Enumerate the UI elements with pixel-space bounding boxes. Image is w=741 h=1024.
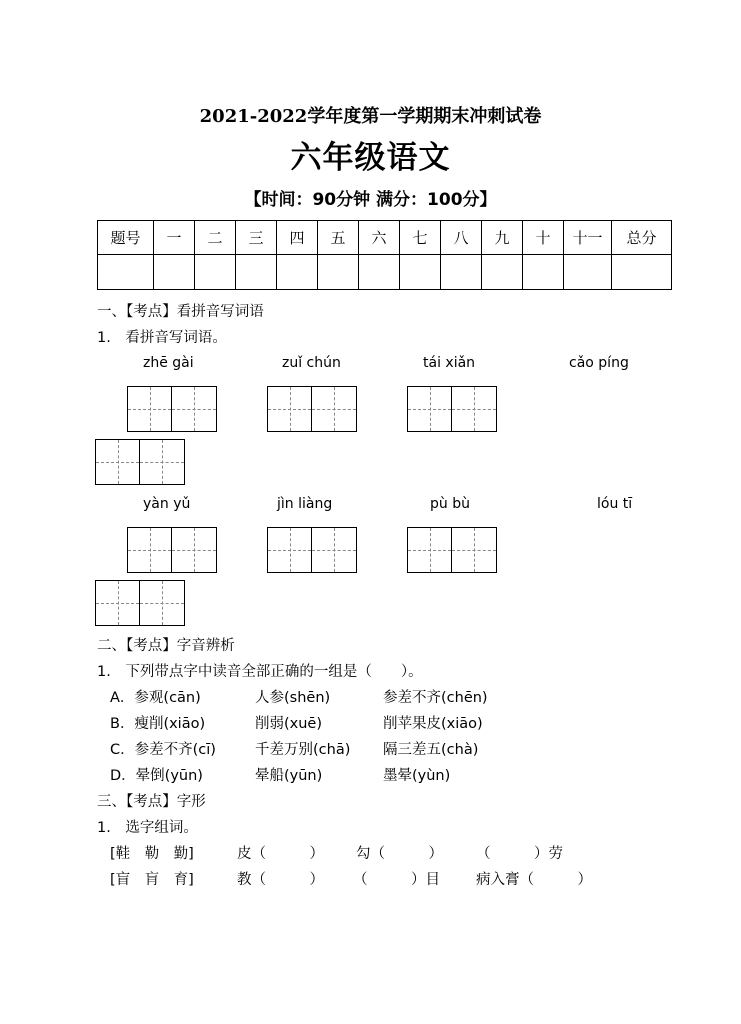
tianzige-cell[interactable] (268, 528, 312, 572)
tianzige-cell[interactable] (128, 387, 172, 431)
score-cell[interactable] (195, 255, 236, 290)
tianzige-cell[interactable] (140, 440, 184, 484)
score-header-cell: 五 (318, 221, 359, 255)
option-d-word2: 晕船(yūn) (255, 768, 323, 784)
tianzige-box[interactable] (95, 580, 185, 626)
tianzige-box[interactable] (407, 527, 497, 573)
tianzige-cell[interactable] (128, 528, 172, 572)
time-score-info: 【时间：90分钟 满分：100分】 (244, 190, 497, 210)
pinyin-label: cǎo píng (569, 355, 629, 371)
char-choices-2: [盲 肓 育] (110, 872, 194, 888)
tianzige-box[interactable] (267, 386, 357, 432)
tianzige-cell[interactable] (408, 528, 452, 572)
option-b-word2: 削弱(xuē) (255, 716, 323, 732)
pinyin-label: lóu tī (597, 496, 633, 512)
word-blank: 教（ ） (237, 872, 324, 888)
tianzige-cell[interactable] (140, 581, 184, 625)
exam-subtitle: 六年级语文 (290, 140, 451, 176)
option-a-word2: 人参(shēn) (255, 690, 331, 706)
option-c-word3: 隔三差五(chà) (383, 742, 479, 758)
score-cell[interactable] (564, 255, 612, 290)
option-c-word1: C．参差不齐(cī) (110, 742, 216, 758)
option-d-word1: D．晕倒(yūn) (110, 768, 203, 784)
score-cell[interactable] (441, 255, 482, 290)
pinyin-label: jìn liàng (277, 496, 333, 512)
score-header-cell: 八 (441, 221, 482, 255)
score-header-cell: 一 (154, 221, 195, 255)
tianzige-cell[interactable] (408, 387, 452, 431)
tianzige-box[interactable] (407, 386, 497, 432)
tianzige-box[interactable] (95, 439, 185, 485)
score-cell[interactable] (236, 255, 277, 290)
section3-question: 1. 选字组词。 (97, 820, 198, 836)
score-table-header-row (98, 221, 672, 255)
score-cell[interactable] (277, 255, 318, 290)
score-cell[interactable] (154, 255, 195, 290)
tianzige-cell[interactable] (452, 528, 496, 572)
score-table-score-row (98, 255, 672, 290)
word-blank: 皮（ ） (237, 846, 324, 862)
word-blank: （ ）劳 (476, 846, 563, 862)
score-table (97, 220, 672, 290)
score-cell[interactable] (612, 255, 672, 290)
pinyin-label: zhē gài (143, 355, 194, 371)
pinyin-label: tái xiǎn (423, 355, 476, 371)
score-cell[interactable] (359, 255, 400, 290)
tianzige-box[interactable] (127, 527, 217, 573)
tianzige-cell[interactable] (452, 387, 496, 431)
score-header-cell: 题号 (98, 221, 154, 255)
score-header-cell: 十 (523, 221, 564, 255)
char-choices-1: [鞋 勒 勤] (110, 846, 194, 862)
pinyin-label: zuǐ chún (282, 355, 341, 371)
tianzige-cell[interactable] (172, 387, 216, 431)
section2-heading: 二、【考点】字音辨析 (97, 638, 235, 654)
score-cell[interactable] (98, 255, 154, 290)
score-header-cell: 二 (195, 221, 236, 255)
section1-question: 1. 看拼音写词语。 (97, 330, 227, 346)
score-cell[interactable] (482, 255, 523, 290)
option-b-word3: 削苹果皮(xiāo) (383, 716, 483, 732)
score-header-cell: 四 (277, 221, 318, 255)
option-c-word2: 千差万别(chā) (255, 742, 351, 758)
pinyin-label: pù bù (430, 496, 470, 512)
option-d-word3: 墨晕(yùn) (383, 768, 451, 784)
score-header-cell: 六 (359, 221, 400, 255)
tianzige-cell[interactable] (96, 440, 140, 484)
score-cell[interactable] (400, 255, 441, 290)
exam-title: 2021-2022学年度第一学期期末冲刺试卷 (199, 106, 542, 127)
score-header-cell: 七 (400, 221, 441, 255)
option-b-word1: B．瘦削(xiāo) (110, 716, 206, 732)
tianzige-box[interactable] (267, 527, 357, 573)
tianzige-cell[interactable] (96, 581, 140, 625)
section3-heading: 三、【考点】字形 (97, 794, 206, 810)
word-blank: （ ）目 (353, 872, 440, 888)
tianzige-cell[interactable] (268, 387, 312, 431)
tianzige-cell[interactable] (312, 387, 356, 431)
score-header-cell: 十一 (564, 221, 612, 255)
score-cell[interactable] (318, 255, 359, 290)
word-blank: 病入膏（ ） (476, 872, 592, 888)
score-header-cell: 九 (482, 221, 523, 255)
section2-question: 1. 下列带点字中读音全部正确的一组是（ ）。 (97, 664, 423, 680)
tianzige-cell[interactable] (172, 528, 216, 572)
word-blank: 勾（ ） (356, 846, 443, 862)
option-a-word1: A．参观(cān) (110, 690, 201, 706)
score-cell[interactable] (523, 255, 564, 290)
section1-heading: 一、【考点】看拼音写词语 (97, 304, 264, 320)
score-header-cell: 总分 (612, 221, 672, 255)
score-header-cell: 三 (236, 221, 277, 255)
option-a-word3: 参差不齐(chēn) (383, 690, 488, 706)
tianzige-box[interactable] (127, 386, 217, 432)
pinyin-label: yàn yǔ (143, 496, 191, 512)
tianzige-cell[interactable] (312, 528, 356, 572)
